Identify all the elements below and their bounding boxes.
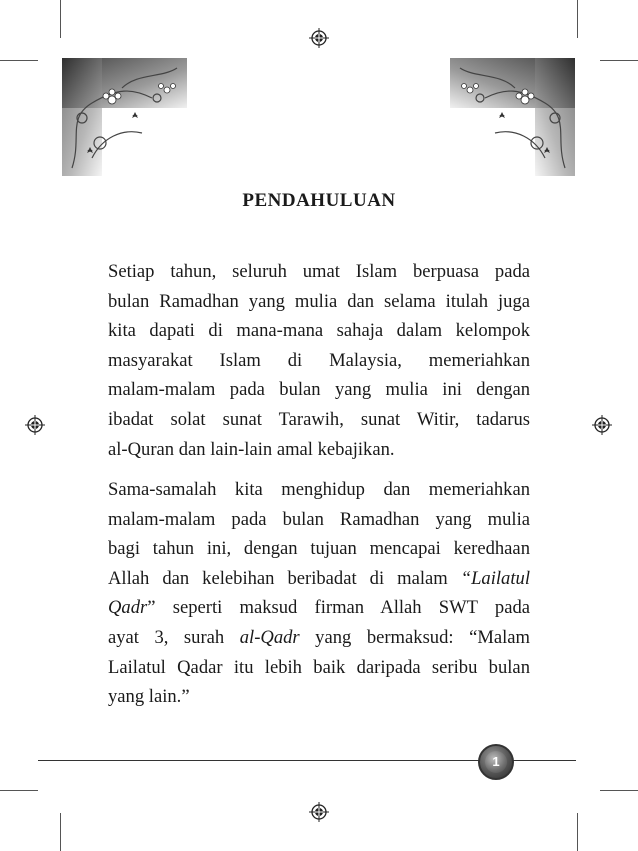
crop-mark — [600, 60, 638, 61]
italic-term: al-Qadr — [239, 626, 300, 648]
text-line: masyarakat Islam di Malaysia, memeriahkan — [108, 349, 530, 371]
page-title: PENDAHULUAN — [242, 190, 396, 211]
text-line: malam-malam pada bulan yang mulia ini dengan — [108, 379, 530, 401]
registration-mark-icon — [592, 415, 612, 435]
text-line: Setiap tahun, seluruh umat Islam berpuasa pada — [108, 261, 530, 282]
crop-mark — [60, 0, 61, 38]
italic-term: “Lailatul — [460, 567, 530, 589]
text-segment: ayat 3, surah — [108, 626, 240, 648]
registration-mark-icon — [309, 802, 329, 822]
text-line: al-Quran dan lain-lain amal kebajikan. — [108, 438, 395, 460]
text-segment: yang bermaksud: “Malam — [299, 626, 531, 648]
registration-mark-icon — [309, 28, 329, 48]
crop-mark — [577, 813, 578, 851]
text-line — [108, 593, 530, 623]
italic-term: Qadr — [108, 597, 148, 619]
text-line: yang lain.” — [108, 686, 190, 708]
crop-mark — [0, 790, 38, 791]
crop-mark — [600, 790, 638, 791]
text-line: bagi tahun ini, dengan tujuan mencapai keredhaan — [108, 538, 530, 560]
paragraph-1 — [108, 257, 530, 464]
crop-mark — [577, 0, 578, 38]
text-line: Lailatul Qadar itu lebih baik daripada seribu bulan — [108, 656, 530, 678]
page-number-badge — [478, 744, 514, 780]
page-number: 1 — [485, 751, 507, 773]
text-line — [108, 564, 530, 594]
floral-corner-ornament-icon — [450, 58, 575, 176]
text-line: Sama-samalah kita menghidup dan memeriahkan — [108, 479, 530, 500]
text-line: ibadat solat sunat Tarawih, sunat Witir, tadarus — [108, 408, 530, 430]
paragraph-2 — [108, 475, 530, 712]
text-segment: Allah dan kelebihan beribadat di malam — [108, 567, 461, 589]
crop-mark — [0, 60, 38, 61]
text-line — [108, 623, 530, 653]
text-line: kita dapati di mana-mana sahaja dalam kelompok — [108, 320, 530, 342]
text-line: malam-malam pada bulan Ramadhan yang mulia — [108, 508, 530, 530]
text-line: bulan Ramadhan yang mulia dan selama itulah juga — [108, 290, 530, 312]
floral-corner-ornament-icon — [62, 58, 187, 176]
registration-mark-icon — [25, 415, 45, 435]
crop-mark — [60, 813, 61, 851]
text-segment: ” seperti maksud firman Allah SWT pada — [147, 597, 530, 619]
